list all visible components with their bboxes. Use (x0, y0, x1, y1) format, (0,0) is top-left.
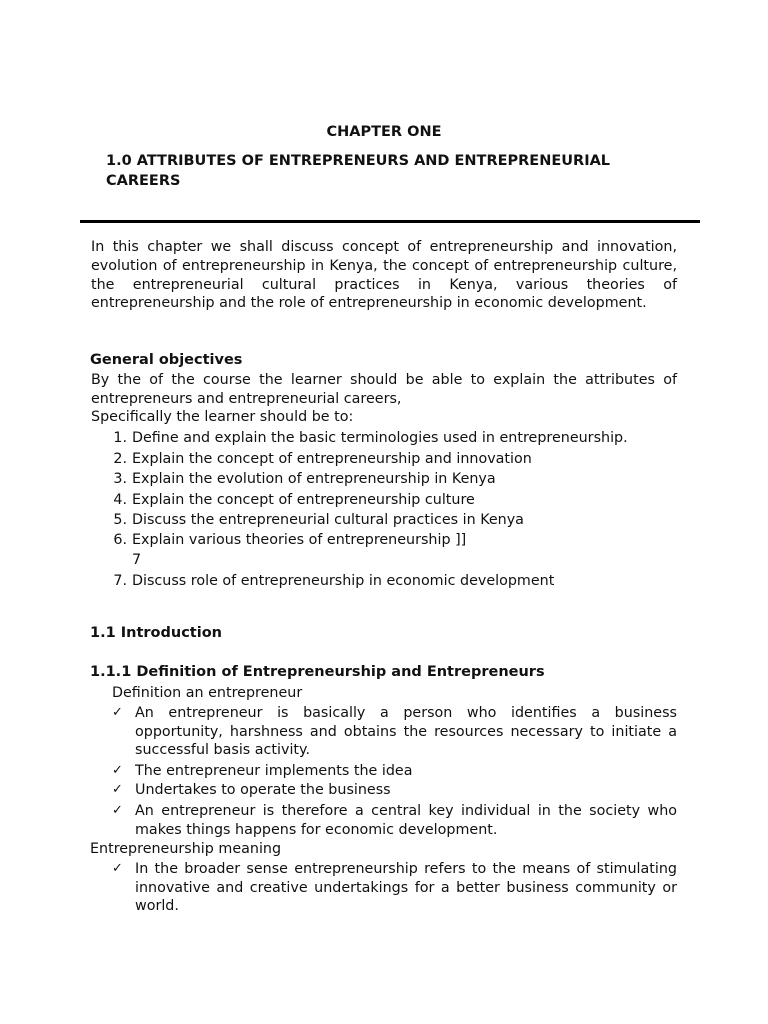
horizontal-rule (80, 220, 700, 223)
checkmark-icon: ✓ (112, 861, 123, 876)
objective-number: 1. (113, 430, 127, 446)
checkmark-icon: ✓ (112, 763, 123, 778)
objective-number: 4. (113, 492, 127, 508)
bullet-text: Undertakes to operate the business (135, 782, 391, 798)
definition-subheading: Definition an entrepreneur (112, 685, 303, 701)
objective-number: 2. (113, 451, 127, 467)
chapter-title: CHAPTER ONE (326, 124, 442, 140)
objective-number: 7. (113, 573, 127, 589)
bullet-text: An entrepreneur is basically a person who identifies a business opportunity, harshness and obtains the resources necessary to initiate a successful basis activity. (135, 705, 677, 759)
introduction-heading: 1.1 Introduction (90, 625, 222, 641)
definition-heading: 1.1.1 Definition of Entrepreneurship and Entrepreneurs (90, 664, 545, 680)
bullet-text: The entrepreneur implements the idea (135, 763, 413, 779)
objective-text: Discuss the entrepreneurial cultural practices in Kenya (132, 512, 524, 528)
bullet-text: In the broader sense entrepreneurship refers to the means of stimulating innovative and creative undertakings for a better business community or world. (135, 861, 677, 915)
objectives-paragraph: By the of the course the learner should be able to explain the attributes of entrepreneurs and entrepreneurial careers, (91, 372, 677, 407)
objective-text: Explain the concept of entrepreneurship and innovation (132, 451, 532, 467)
objective-number: 3. (113, 471, 127, 487)
objective-text: Explain the evolution of entrepreneurship in Kenya (132, 471, 496, 487)
objective-number: 5. (113, 512, 127, 528)
checkmark-icon: ✓ (112, 803, 123, 818)
intro-paragraph: In this chapter we shall discuss concept of entrepreneurship and innovation, evolution of entrepreneurship in Kenya, the concept of entrepreneurship culture, the entrepreneurial cultural practices in Kenya, various theories of entrepreneurship and the role of entrepreneurship in economic development. (91, 239, 677, 312)
objective-text: Explain the concept of entrepreneurship culture (132, 492, 475, 508)
objective-text: Explain various theories of entrepreneurship ]] (132, 532, 467, 548)
general-objectives-heading: General objectives (90, 352, 243, 368)
specific-objectives-intro: Specifically the learner should be to: (91, 409, 354, 425)
objective-text: Discuss role of entrepreneurship in economic development (132, 573, 555, 589)
meaning-subheading: Entrepreneurship meaning (90, 841, 282, 857)
objective-text: Define and explain the basic terminologies used in entrepreneurship. (132, 430, 628, 446)
bullet-text: An entrepreneur is therefore a central key individual in the society who makes things happens for economic development. (135, 803, 677, 838)
objective-number: 6. (113, 532, 127, 548)
checkmark-icon: ✓ (112, 705, 123, 720)
checkmark-icon: ✓ (112, 782, 123, 797)
objective-text: 7 (132, 552, 142, 568)
section-heading: 1.0 ATTRIBUTES OF ENTREPRENEURS AND ENTREPRENEURIAL CAREERS (106, 153, 611, 189)
